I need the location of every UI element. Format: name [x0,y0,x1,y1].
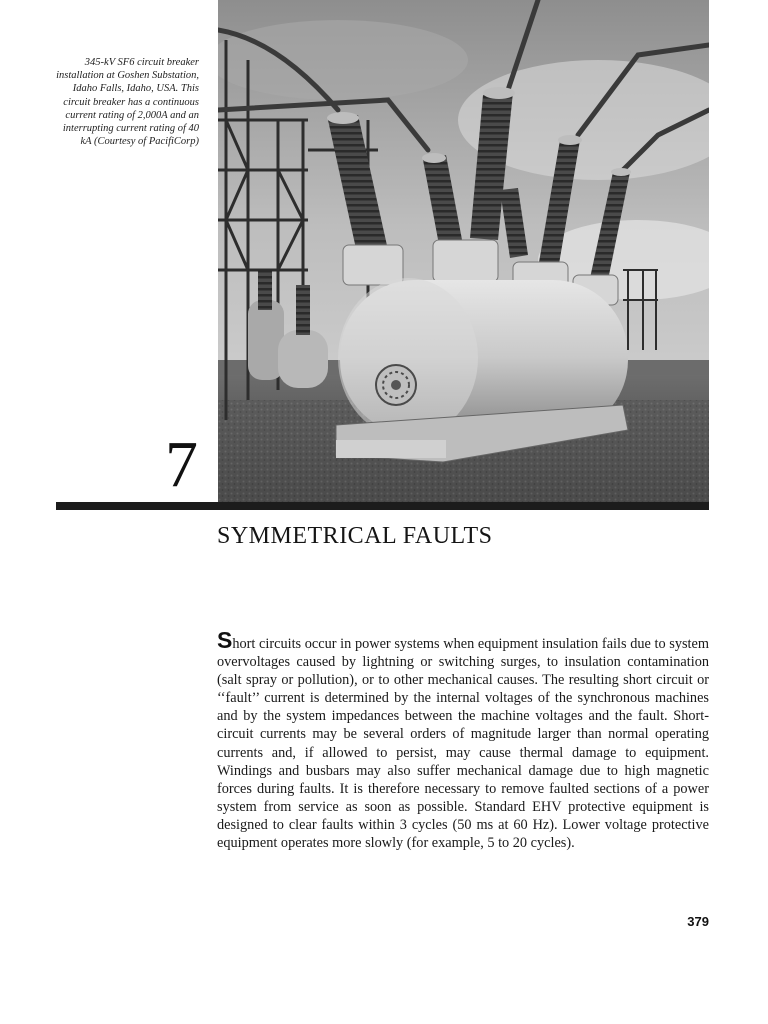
figure-caption: 345-kV SF6 circuit breaker installation at Goshen Substation, Idaho Falls, Idaho, USA. This circuit breaker has a continuous current rating of 2,000A and an interrupting current rating of 40 kA (Courtesy of PacifiCorp) [56,57,199,148]
page-number: 379 [687,914,709,929]
paragraph-text: hort circuits occur in power systems when equipment insulation fails due to system overvoltages caused by lightning or switching surges, to insulation contamination (salt spray or pollution), or to other mechanical causes. The resulting short circuit or ‘‘fault’’ current is determined by the internal voltages of the synchronous machines and by the system impedances between the machine voltages and the fault. Short-circuit currents may be several orders of magnitude larger than normal operating currents and, if allowed to persist, may cause thermal damage to equipment. Windings and busbars may also suffer mechanical damage due to high magnetic forces during faults. It is therefore necessary to remove faulted sections of a power system from service as soon as possible. Standard EHV protective equipment is designed to clear faults within 3 cycles (50 ms at 60 Hz). Lower voltage protective equipment operates more slowly (for example, 5 to 20 cycles). [217,636,709,852]
dropcap-letter: S [217,627,233,653]
body-paragraph [217,627,709,852]
chapter-title: SYMMETRICAL FAULTS [217,523,493,549]
chapter-rule [56,502,709,510]
circuit-breaker-photo [218,0,709,502]
chapter-number: 7 [165,428,198,501]
